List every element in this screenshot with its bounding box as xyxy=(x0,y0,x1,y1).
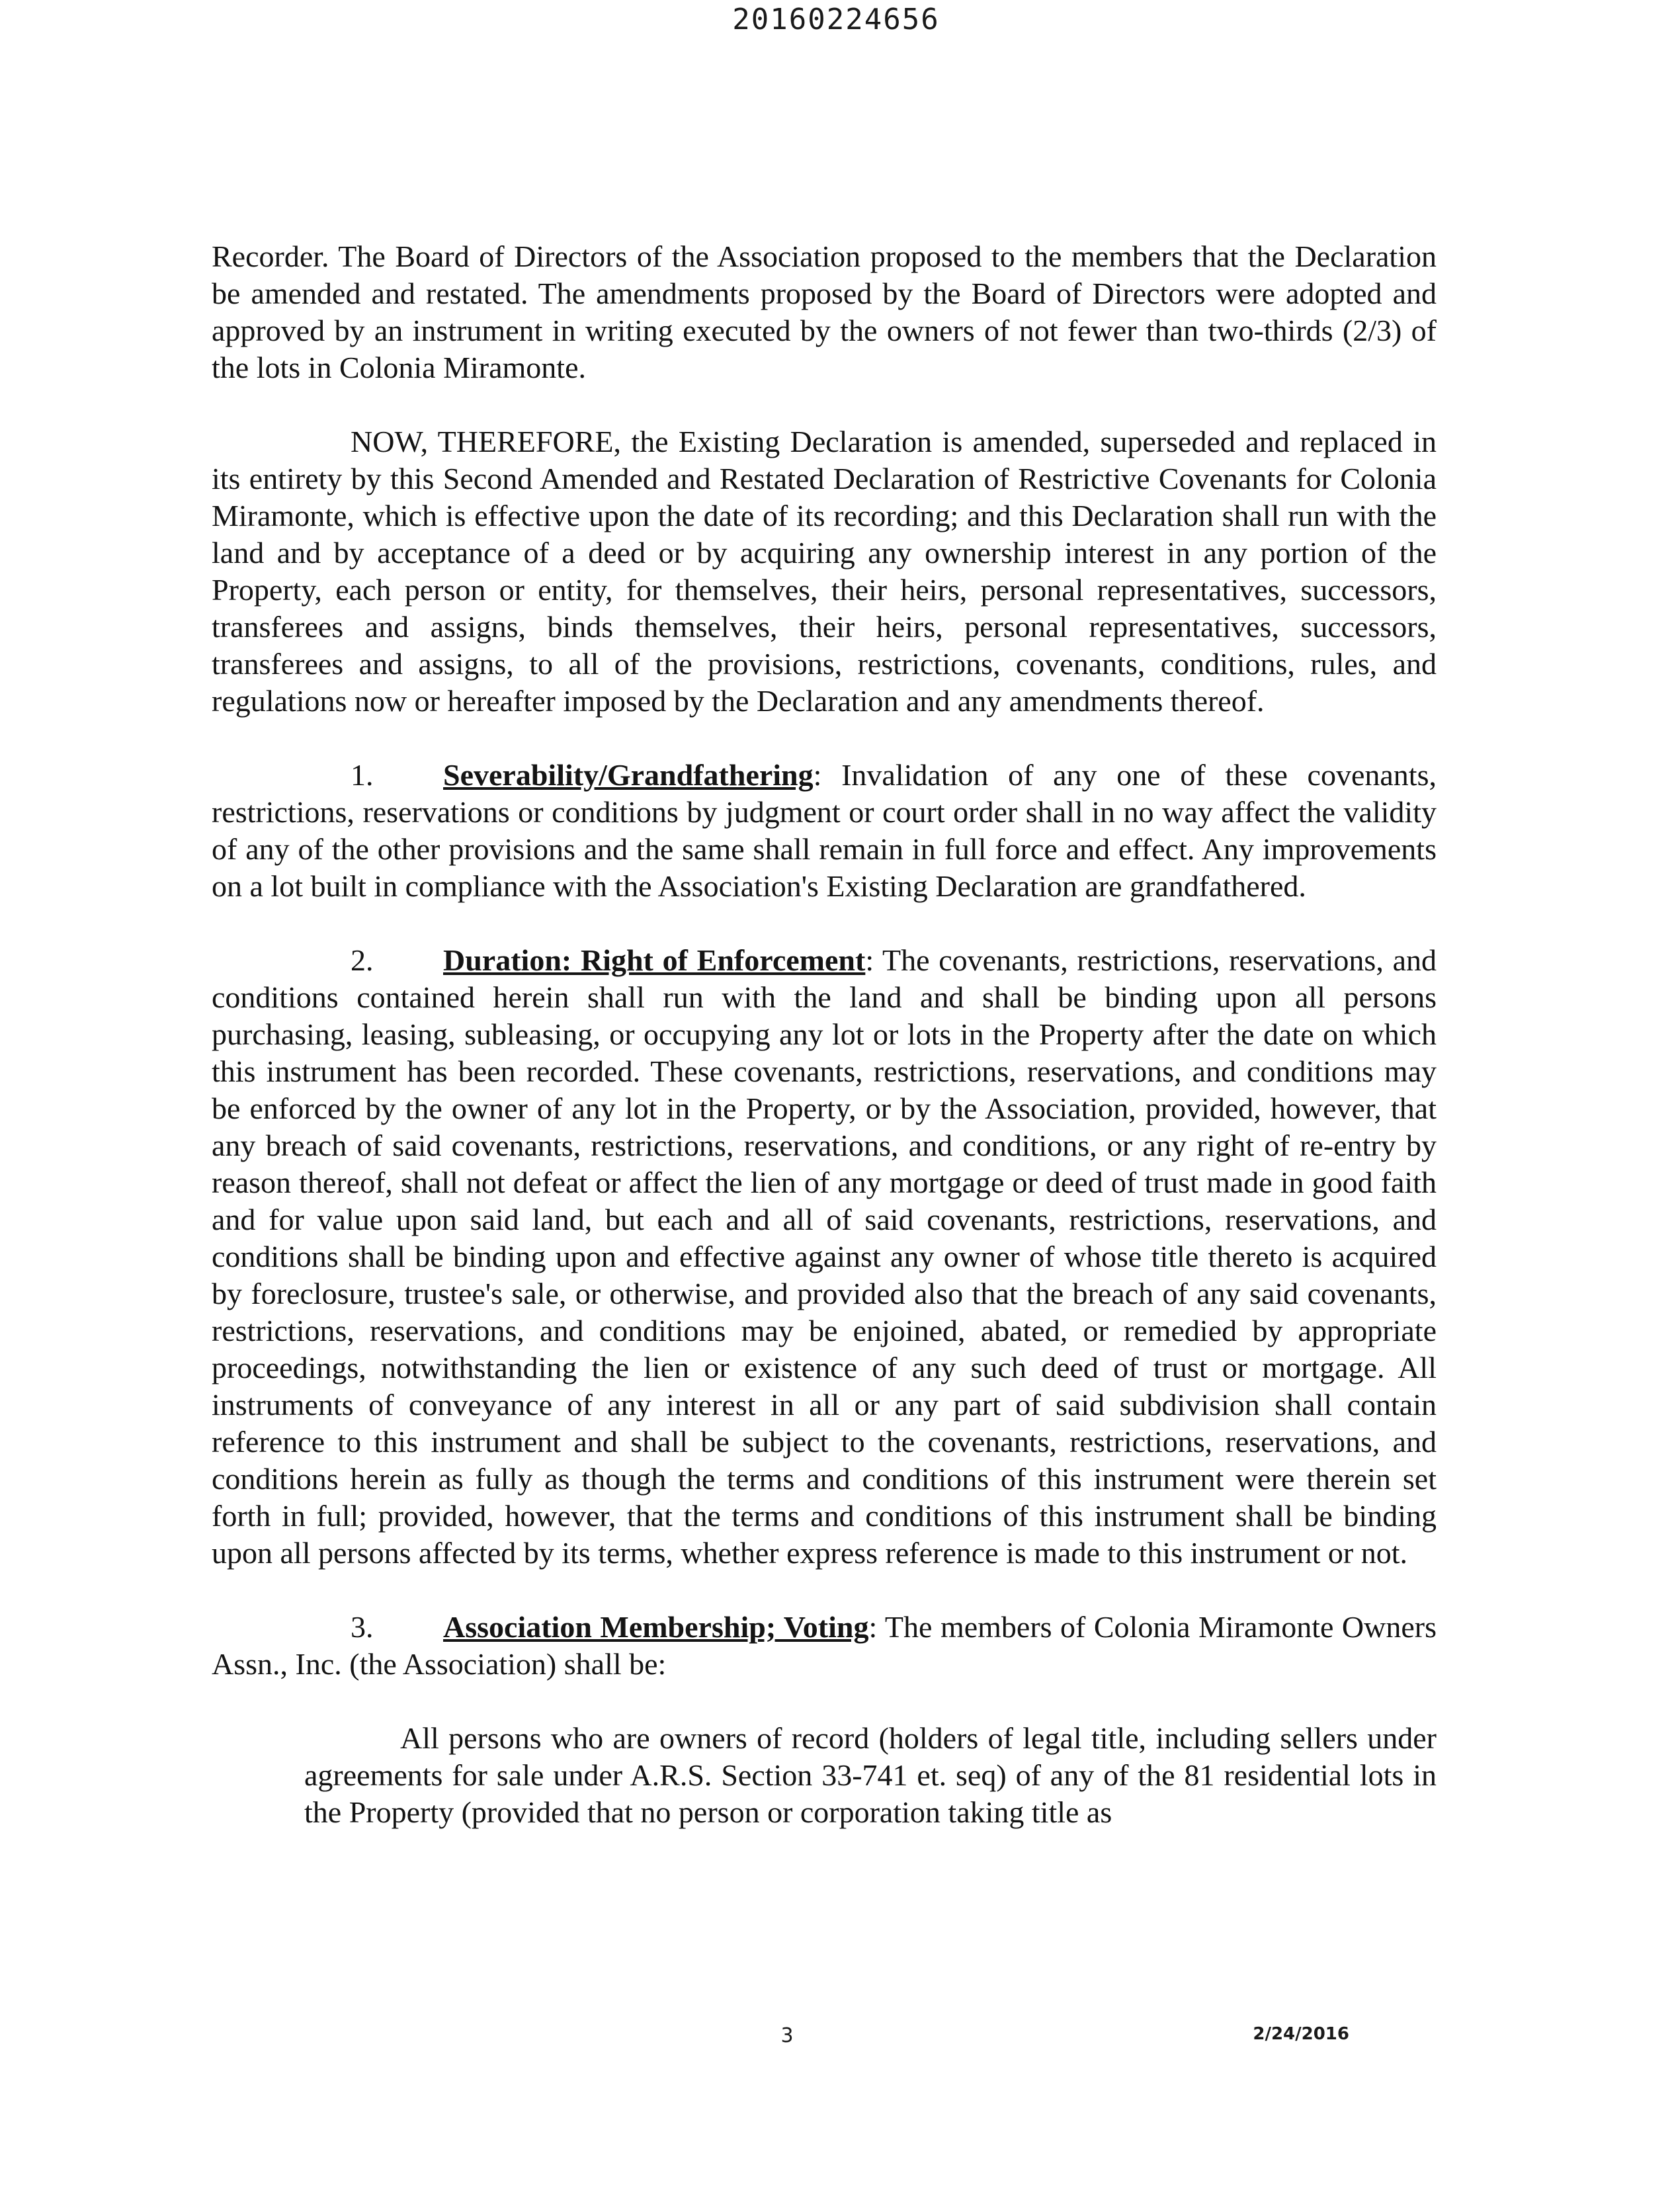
footer-date: 2/24/2016 xyxy=(1253,2024,1349,2044)
section-text: : The covenants, restrictions, reservations, and conditions contained herein shall run with the land and shall be binding upon all persons purchasing, leasing, subleasing, or occupying any lot or lots in the Property after the date on which this instrument has been recorded. These covenants, restrictions, reservations, and conditions may be enforced by the owner of any lot in the Property, or by the Association, provided, however, that any breach of said covenants, restrictions, reservations, and conditions, or any right of re-entry by reason thereof, shall not defeat or affect the lien of any mortgage or deed of trust made in good faith and for value upon said land, but each and all of said covenants, restrictions, reservations, and conditions shall be binding upon and effective against any owner of whose title thereto is acquired by foreclosure, trustee's sale, or otherwise, and provided also that the breach of any said covenants, restrictions, reservations, and conditions may be enjoined, abated, or remedied by appropriate proceedings, notwithstanding the lien or existence of any such deed of trust or mortgage. All instruments of conveyance of any interest in all or any part of said subdivision shall contain reference to this instrument and shall be subject to the covenants, restrictions, reservations, and conditions herein as fully as though the terms and conditions of this instrument were therein set forth in full; provided, however, that the terms and conditions of this instrument shall be binding upon all persons affected by its terms, whether express reference is made to this instrument or not. xyxy=(212,943,1437,1570)
page-number: 3 xyxy=(780,2024,794,2047)
document-body xyxy=(212,238,1437,1831)
section-text: : The members of Colonia Miramonte Owners Assn., Inc. (the Association) shall be: xyxy=(212,1610,1437,1681)
section-number: 1. xyxy=(351,758,374,792)
section-text: : Invalidation of any one of these covenants, restrictions, reservations or conditions by judgment or court order shall in no way affect the validity of any of the other provisions and the same shall remain in full force and effect. Any improvements on a lot built in compliance with the Association's Existing Declaration are grandfathered. xyxy=(212,758,1437,903)
section-1 xyxy=(212,757,1437,905)
document-number: 20160224656 xyxy=(732,3,940,36)
membership-clause: All persons who are owners of record (holders of legal title, including sellers under agreements for sale under A.R.S. Section 33-741 et. seq) of any of the 81 residential lots in the Property (provided that no person or corporation taking title as xyxy=(304,1721,1437,1829)
intro-paragraph: Recorder. The Board of Directors of the Association proposed to the members that the Declaration be amended and restated. The amendments proposed by the Board of Directors were adopted and approved by an instrument in writing executed by the owners of not fewer than two-thirds (2/3) of the lots in Colonia Miramonte. xyxy=(212,239,1437,384)
section-number: 2. xyxy=(351,943,374,977)
section-3 xyxy=(212,1609,1437,1683)
section-heading: Duration: Right of Enforcement xyxy=(443,943,866,977)
now-therefore-paragraph: NOW, THEREFORE, the Existing Declaration is amended, superseded and replaced in its entirety by this Second Amended and Restated Declaration of Restrictive Covenants for Colonia Miramonte, which is effective upon the date of its recording; and this Declaration shall run with the land and by acceptance of a deed or by acquiring any ownership interest in any portion of the Property, each person or entity, for themselves, their heirs, personal representatives, successors, transferees and assigns, binds themselves, their heirs, personal representatives, successors, transferees and assigns, to all of the provisions, restrictions, covenants, conditions, rules, and regulations now or hereafter imposed by the Declaration and any amendments thereof. xyxy=(212,425,1437,718)
section-2 xyxy=(212,942,1437,1572)
section-number: 3. xyxy=(351,1610,374,1644)
section-heading: Association Membership; Voting xyxy=(443,1610,869,1644)
section-heading: Severability/Grandfathering xyxy=(443,758,814,792)
